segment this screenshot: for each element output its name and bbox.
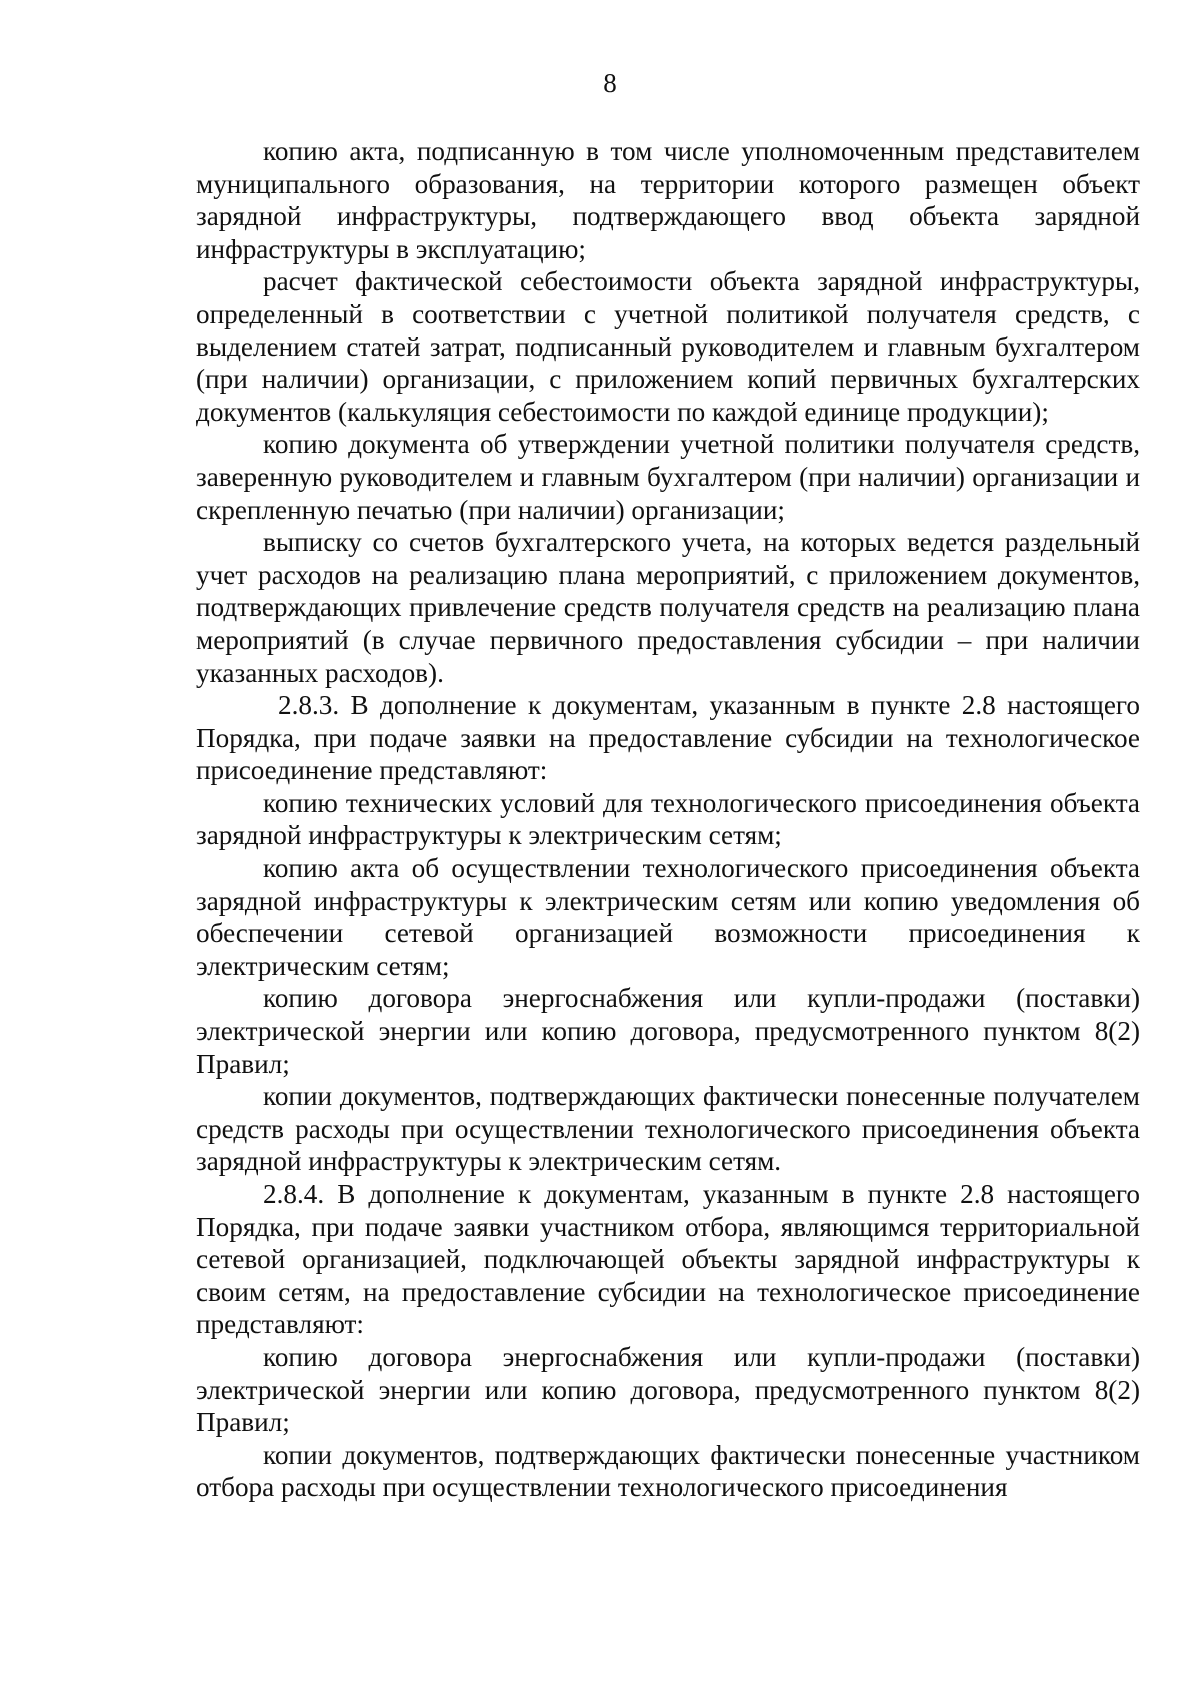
document-body bbox=[196, 135, 1140, 1504]
clause-2-8-4: 2.8.4. В дополнение к документам, указанным в пункте 2.8 настоящего Порядка, при подаче заявки участником отбора, являющимся территориальной сетевой организацией, подключающей объекты зарядной инфраструктуры к своим сетям, на предоставление субсидии на технологическое присоединение представляют: bbox=[196, 1179, 1140, 1340]
paragraph-energy-contract-2: копию договора энергоснабжения или купли-продажи (поставки) электрической энергии или копию договора, предусмотренного пунктом 8(2) Правил; bbox=[196, 1341, 1140, 1438]
paragraph-account-statement: выписку со счетов бухгалтерского учета, на которых ведется раздельный учет расходов на реализацию плана мероприятий, с приложением документов, подтверждающих привлечение средств получателя средств на реализацию плана мероприятий (в случае первичного предоставления субсидии – при наличии указанных расходов). bbox=[196, 527, 1140, 688]
paragraph-expense-documents: копии документов, подтверждающих фактически понесенные получателем средств расходы при осуществлении технологического присоединения объекта зарядной инфраструктуры к электрическим сетям. bbox=[196, 1081, 1140, 1177]
paragraph-connection-act: копию акта об осуществлении технологического присоединения объекта зарядной инфраструктуры к электрическим сетям или копию уведомления об обеспечении сетевой организацией возможности присоединения к электрическим сетям; bbox=[196, 853, 1140, 981]
paragraph-act-copy: копию акта, подписанную в том числе уполномоченным представителем муниципального образования, на территории которого размещен объект зарядной инфраструктуры, подтверждающего ввод объекта зарядной инфраструктуры в эксплуатацию; bbox=[196, 136, 1140, 264]
paragraph-accounting-policy: копию документа об утверждении учетной политики получателя средств, заверенную руководителем и главным бухгалтером (при наличии) организации и скрепленную печатью (при наличии) организации; bbox=[196, 429, 1140, 525]
page-number: 8 bbox=[603, 68, 617, 98]
clause-2-8-3: 2.8.3. В дополнение к документам, указанным в пункте 2.8 настоящего Порядка, при подаче заявки на предоставление субсидии на технологическое присоединение представляют: bbox=[196, 690, 1140, 786]
paragraph-technical-conditions: копию технических условий для технологического присоединения объекта зарядной инфраструктуры к электрическим сетям; bbox=[196, 787, 1140, 851]
paragraph-energy-contract: копию договора энергоснабжения или купли-продажи (поставки) электрической энергии или копию договора, предусмотренного пунктом 8(2) Правил; bbox=[196, 983, 1140, 1079]
paragraph-cost-calculation: расчет фактической себестоимости объекта зарядной инфраструктуры, определенный в соответствии с учетной политикой получателя средств, с выделением статей затрат, подписанный руководителем и главным бухгалтером (при наличии) организации, с приложением копий первичных бухгалтерских документов (калькуляция себестоимости по каждой единице продукции); bbox=[196, 266, 1140, 427]
paragraph-expense-documents-2: копии документов, подтверждающих фактически понесенные участником отбора расходы при осуществлении технологического присоединения bbox=[196, 1439, 1140, 1503]
